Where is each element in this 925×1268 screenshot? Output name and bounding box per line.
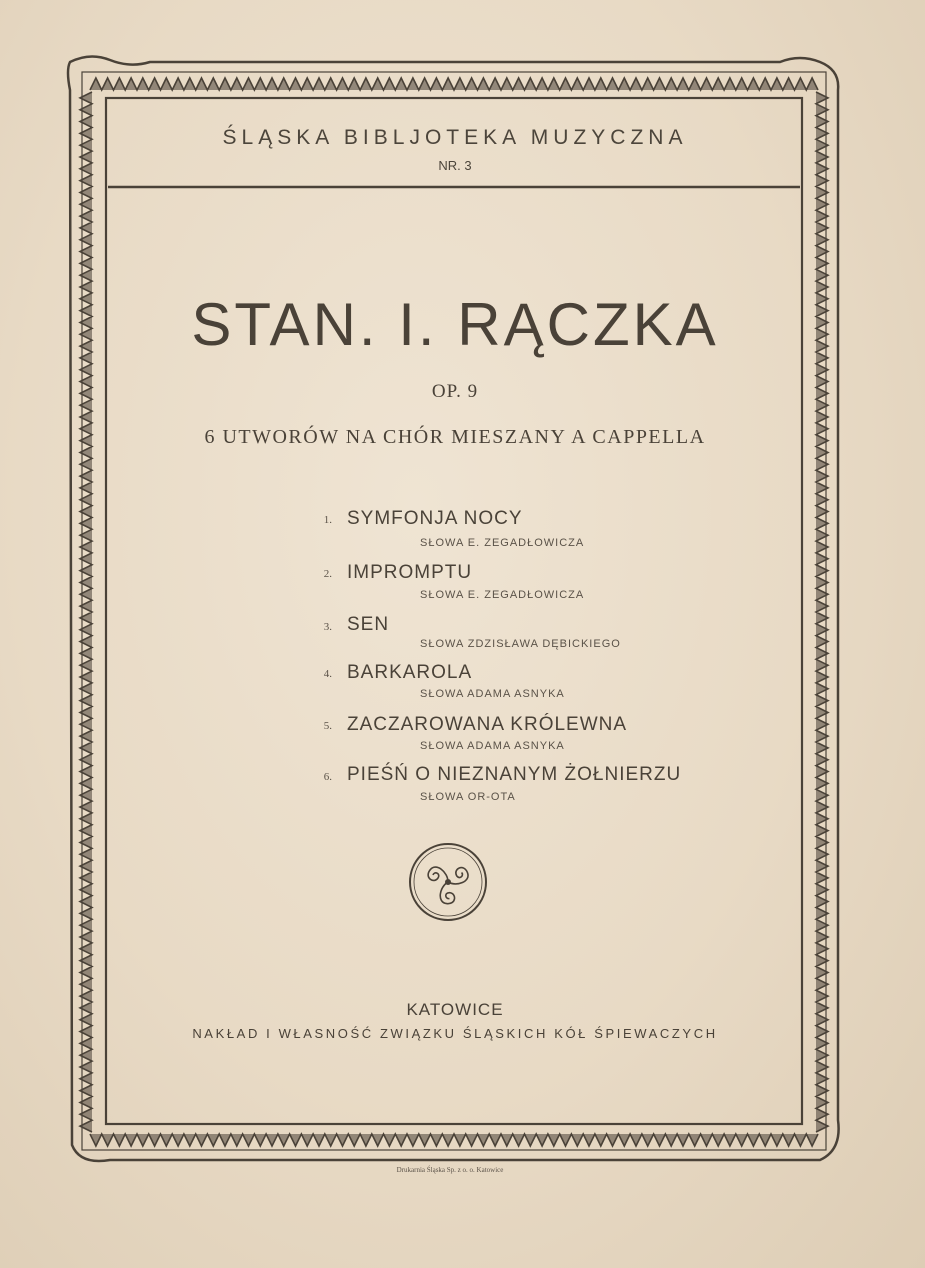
piece-number: 6. xyxy=(323,771,332,783)
work-subtitle: 6 UTWORÓW NA CHÓR MIESZANY A CAPPELLA xyxy=(204,426,706,448)
piece-title: SYMFONJA NOCY xyxy=(347,508,523,529)
piece-number: 3. xyxy=(323,621,332,633)
triskele-emblem-icon xyxy=(408,842,488,922)
piece-title: IMPROMPTU xyxy=(347,562,473,583)
opus-number: OP. 9 xyxy=(431,381,479,402)
composer-name: STAN. I. RĄCZKA xyxy=(191,291,719,358)
piece-number: 2. xyxy=(323,568,332,580)
printer-credit: Drukarnia Śląska Sp. z o. o. Katowice xyxy=(396,1166,504,1174)
piece-title: ZACZAROWANA KRÓLEWNA xyxy=(347,714,628,735)
piece-title: BARKAROLA xyxy=(347,662,473,683)
piece-lyricist: SŁOWA ADAMA ASNYKA xyxy=(420,740,565,752)
series-title: ŚLĄSKA BIBLJOTEKA MUZYCZNA xyxy=(222,126,688,149)
piece-title: SEN xyxy=(347,614,390,635)
piece-lyricist: SŁOWA ADAMA ASNYKA xyxy=(420,688,565,700)
piece-lyricist: SŁOWA OR-OTA xyxy=(420,791,516,803)
publisher-line: NAKŁAD I WŁASNOŚĆ ZWIĄZKU ŚLĄSKICH KÓŁ ŚPIEWACZYCH xyxy=(192,1026,718,1041)
piece-lyricist: SŁOWA E. ZEGADŁOWICZA xyxy=(420,537,585,549)
piece-number: 4. xyxy=(323,668,332,680)
series-number: NR. 3 xyxy=(438,158,472,173)
piece-lyricist: SŁOWA E. ZEGADŁOWICZA xyxy=(420,589,585,601)
publication-place: KATOWICE xyxy=(406,1000,504,1019)
piece-number: 1. xyxy=(323,514,332,526)
piece-lyricist: SŁOWA ZDZISŁAWA DĘBICKIEGO xyxy=(420,638,621,650)
piece-number: 5. xyxy=(323,720,332,732)
piece-title: PIEŚŃ O NIEZNANYM ŻOŁNIERZU xyxy=(347,764,682,785)
